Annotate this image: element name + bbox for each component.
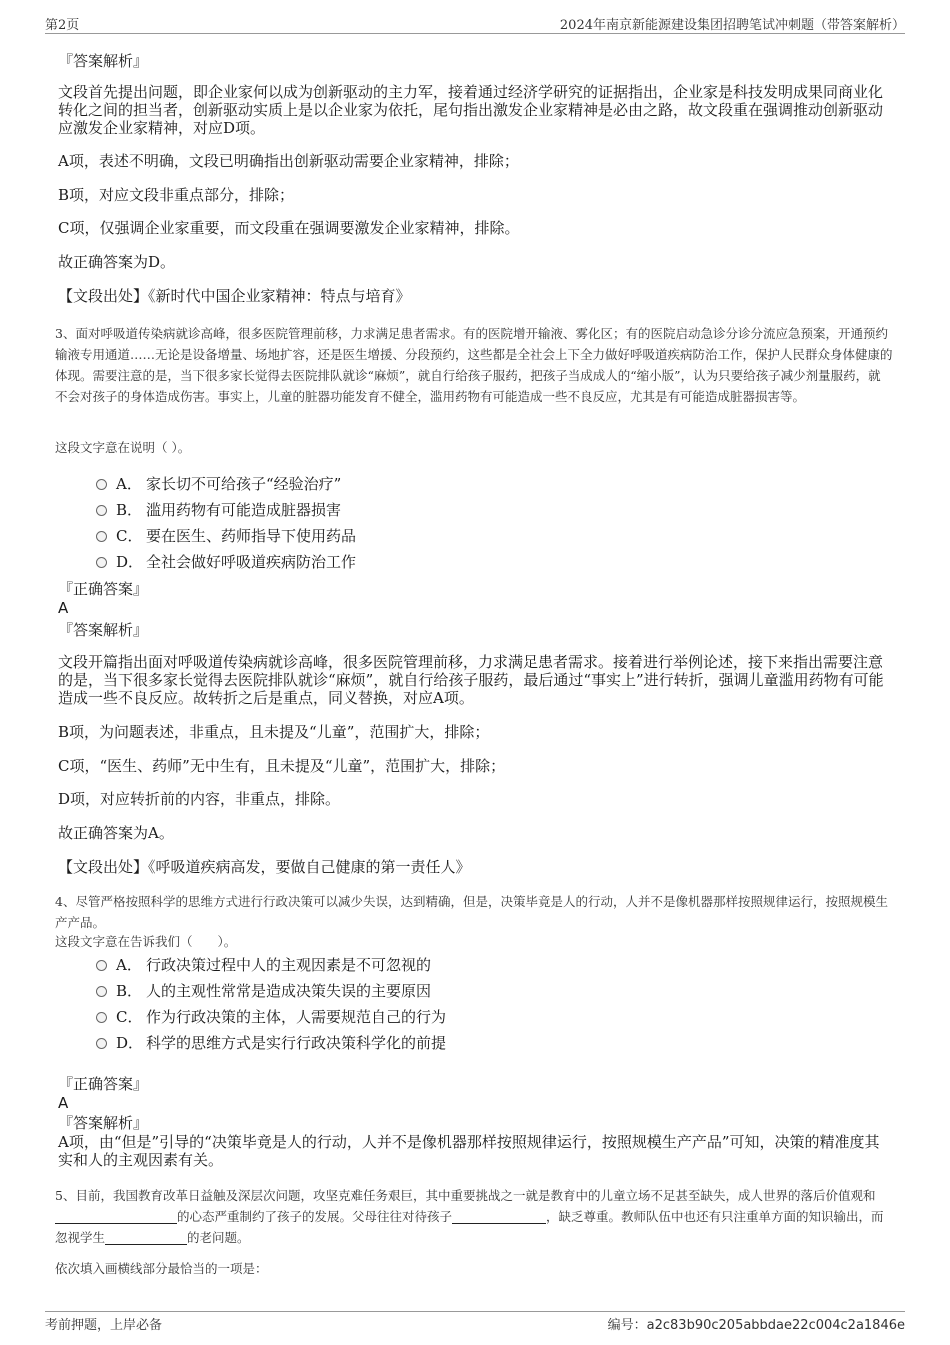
q4-option-b[interactable]: B． 人的主观性常常是造成决策失误的主要原因 <box>96 982 431 1000</box>
radio-icon[interactable] <box>96 1038 107 1049</box>
analysis-text: 文段开篇指出面对呼吸道传染病就诊高峰，很多医院管理前移，力求满足患者需求。接着进行举例论述，接下来指出需要注意的是，当下很多家长觉得去医院排队就诊“麻烦”，就自行给孩子服药，最后通过“事实上”进行转折，强调儿童滥用药物有可能造成一些不良反应。故转折之后是重点，同义替换，对应A项。 <box>58 653 884 707</box>
fill-blank-1[interactable] <box>55 1209 177 1224</box>
page-number: 第2页 <box>45 18 80 33</box>
footer-divider <box>45 1311 905 1312</box>
header-divider <box>45 33 905 34</box>
radio-icon[interactable] <box>96 557 107 568</box>
option-b-analysis: B项，对应文段非重点部分，排除； <box>58 186 295 204</box>
conclusion-text: 故正确答案为A。 <box>58 824 174 842</box>
q3-option-b[interactable]: B． 滥用药物有可能造成脏器损害 <box>96 501 341 519</box>
radio-icon[interactable] <box>96 479 107 490</box>
fill-blank-3[interactable] <box>105 1230 187 1245</box>
correct-answer-heading: 『正确答案』 <box>58 580 149 598</box>
q3-option-d[interactable]: D． 全社会做好呼吸道疾病防治工作 <box>96 553 356 571</box>
q4-option-c[interactable]: C． 作为行政决策的主体，人需要规范自己的行为 <box>96 1008 446 1026</box>
question-3-text: 3、面对呼吸道传染病就诊高峰，很多医院管理前移，力求满足患者需求。有的医院增开输液、雾化区；有的医院启动急诊分诊分流应急预案，开通预约输液专用通道……无论是设备增量、场地扩容，还是医生增援、分段预约，这些都是全社会上下全力做好呼吸道疾病防治工作，保护人民群众身体健康的体现。需要注意的是，当下很多家长觉得去医院排队就诊“麻烦”，就自行给孩子服药，把孩子当成成人的“缩小版”，认为只要给孩子减少剂量服药，就不会对孩子的身体造成伤害。事实上，儿童的脏器功能发育不健全，滥用药物有可能造成一些不良反应，尤其是有可能造成脏器损害等。 <box>55 326 893 404</box>
document-title: 2024年南京新能源建设集团招聘笔试冲刺题（带答案解析） <box>559 18 905 33</box>
source-citation: 【文段出处】《呼吸道疾病高发，要做自己健康的第一责任人》 <box>58 858 471 876</box>
option-c-analysis: C项，仅强调企业家重要，而文段重在强调要激发企业家精神，排除。 <box>58 219 520 237</box>
analysis-heading: 『答案解析』 <box>58 1114 149 1132</box>
question-5-prompt: 依次填入画横线部分最恰当的一项是： <box>55 1261 268 1276</box>
option-d-analysis: D项，对应转折前的内容，非重点，排除。 <box>58 790 341 808</box>
radio-icon[interactable] <box>96 960 107 971</box>
question-4-prompt: 这段文字意在告诉我们（ ）。 <box>55 934 237 949</box>
question-4-text: 4、尽管严格按照科学的思维方式进行行政决策可以减少失误，达到精确，但是，决策毕竟是人的行动，人并不是像机器那样按照规律运行，按照规模生产产品。 <box>55 894 888 930</box>
footer-slogan: 考前押题，上岸必备 <box>45 1318 163 1333</box>
radio-icon[interactable] <box>96 505 107 516</box>
fill-blank-2[interactable] <box>452 1209 546 1224</box>
q4-option-a[interactable]: A． 行政决策过程中人的主观因素是不可忽视的 <box>96 956 431 974</box>
radio-icon[interactable] <box>96 986 107 997</box>
correct-answer: A <box>58 1094 69 1112</box>
source-citation: 【文段出处】《新时代中国企业家精神：特点与培育》 <box>58 287 411 305</box>
analysis-text: 文段首先提出问题，即企业家何以成为创新驱动的主力军，接着通过经济学研究的证据指出，企业家是科技发明成果同商业化转化之间的担当者，创新驱动实质上是以企业家为依托，尾句指出激发企业家精神是必由之路，故文段重在强调推动创新驱动应激发企业家精神，对应D项。 <box>58 83 884 137</box>
correct-answer-heading: 『正确答案』 <box>58 1075 149 1093</box>
question-5-text: 5、目前，我国教育改革日益触及深层次问题，攻坚克难任务艰巨，其中重要挑战之一就是教育中的儿童立场不足甚至缺失，成人世界的落后价值观和的心态严重制约了孩子的发展。父母往往对待孩子 ，缺乏尊重。教师队伍中也还有只注重单方面的知识输出，而忽视学生 的老问题。 <box>55 1188 884 1245</box>
option-c-analysis: C项，“医生、药师”无中生有，且未提及“儿童”，范围扩大，排除； <box>58 757 506 775</box>
option-a-analysis: A项，表述不明确，文段已明确指出创新驱动需要企业家精神，排除； <box>58 152 519 170</box>
correct-answer: A <box>58 599 69 617</box>
q3-option-c[interactable]: C． 要在医生、药师指导下使用药品 <box>96 527 356 545</box>
analysis-heading: 『答案解析』 <box>58 52 149 70</box>
radio-icon[interactable] <box>96 531 107 542</box>
conclusion-text: 故正确答案为D。 <box>58 253 176 271</box>
analysis-heading: 『答案解析』 <box>58 621 149 639</box>
q4-option-d[interactable]: D． 科学的思维方式是实行行政决策科学化的前提 <box>96 1034 446 1052</box>
q3-option-a[interactable]: A． 家长切不可给孩子“经验治疗” <box>96 475 341 493</box>
radio-icon[interactable] <box>96 1012 107 1023</box>
document-id: 编号：a2c83b90c205abbdae22c004c2a1846e <box>607 1318 905 1333</box>
analysis-text: A项，由“但是”引导的“决策毕竟是人的行动，人并不是像机器那样按照规律运行，按照规模生产产品”可知，决策的精准度其实和人的主观因素有关。 <box>58 1133 880 1169</box>
option-b-analysis: B项，为问题表述，非重点，且未提及“儿童”，范围扩大，排除； <box>58 723 490 741</box>
question-3-prompt: 这段文字意在说明（ ）。 <box>55 440 191 455</box>
